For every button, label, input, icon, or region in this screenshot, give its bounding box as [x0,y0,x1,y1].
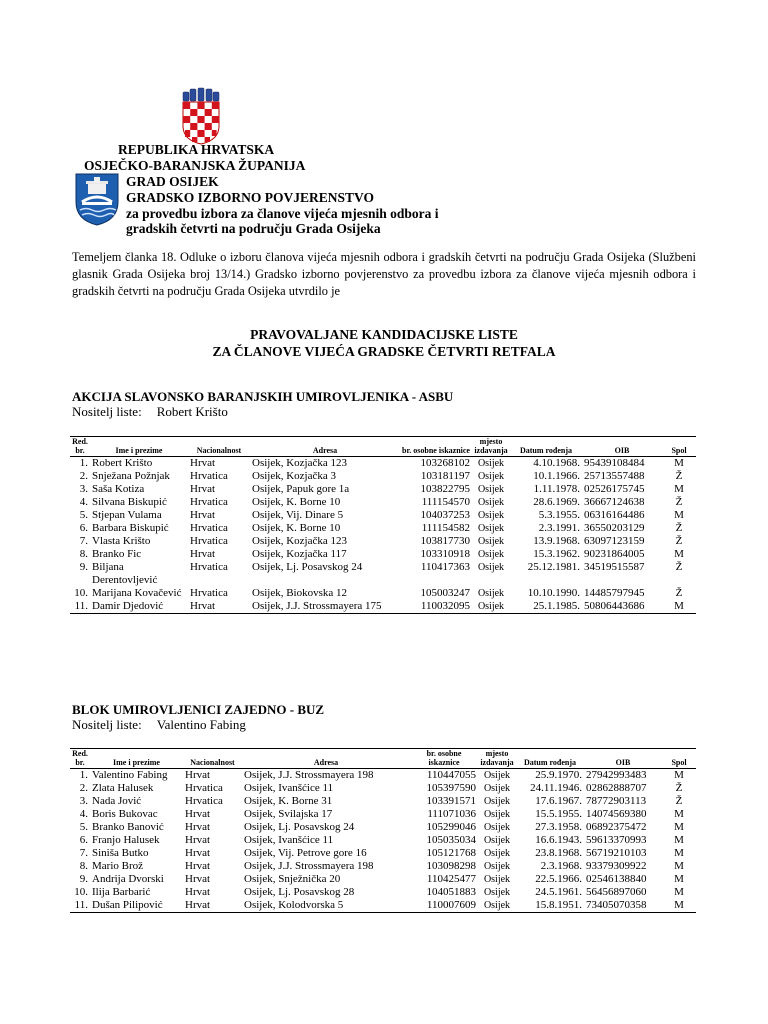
cell-sex: Ž [675,587,683,599]
cell-nat: Hrvat [185,899,211,911]
cell-id: 105035034 [426,834,476,846]
cell-nat: Hrvat [185,808,211,820]
col-name: Ime i prezime [113,758,160,767]
cell-rb: 7. [79,535,88,547]
cell-sex: M [674,873,684,885]
cell-name: Dušan Pilipović [92,899,163,911]
cell-nat: Hrvat [185,769,211,781]
cell-issue: Osijek [483,783,511,794]
table-row [70,457,696,471]
col-sex: Spol [671,758,687,767]
cell-rb: 6. [79,834,88,846]
col-id: br. osobne iskaznice [402,446,470,455]
cell-id: 110417363 [420,561,470,573]
cell-sex: Ž [675,535,683,547]
cell-rb: 9. [79,873,88,885]
cell-name: Damir Djedović [92,600,164,612]
cell-issue: Osijek [483,822,511,833]
cell-issue: Osijek [477,562,505,573]
cell-nat: Hrvat [185,847,211,859]
cell-oib: 27942993483 [586,769,647,781]
cell-rb: 1. [79,457,88,469]
cell-nat: Hrvat [185,873,211,885]
cell-rb: 4. [79,496,88,508]
table-row [70,548,696,561]
table-row [70,483,696,496]
table-row [70,587,696,600]
cell-id: 103098298 [426,860,476,872]
cell-nat: Hrvatica [190,496,228,508]
cell-issue: Osijek [483,809,511,820]
holder-label: Nositelj liste: [72,404,142,419]
table-row [70,834,696,847]
cell-dob: 24.11.1946. [530,782,582,794]
cell-oib: 59613370993 [586,834,647,846]
list-holder-2 [72,717,246,733]
cell-sex: Ž [675,470,683,482]
cell-dob: 22.5.1966. [535,873,582,885]
cell-oib: 56456897060 [586,886,647,898]
cell-addr: Osijek, Lj. Posavskog 24 [244,821,355,833]
cell-rb: 10. [74,587,88,599]
cell-name: Biljana Derentovljević [92,561,158,586]
cell-issue: Osijek [483,835,511,846]
cell-rb: 7. [79,847,88,859]
header-city: GRAD OSIJEK [126,174,219,189]
cell-sex: M [674,548,684,560]
cell-nat: Hrvat [190,548,216,560]
cell-dob: 15.8.1951. [535,899,582,911]
cell-nat: Hrvatica [185,782,223,794]
cell-oib: 73405070358 [586,899,647,911]
cell-dob: 2.3.1968. [540,860,582,872]
cell-rb: 9. [79,561,88,573]
cell-oib: 63097123159 [584,535,645,547]
cell-nat: Hrvatica [190,535,228,547]
cell-name: Andrija Dvorski [92,873,164,885]
cell-issue: Osijek [477,471,505,482]
cell-name: Snježana Požnjak [92,470,170,482]
cell-sex: Ž [675,795,683,807]
table-row [70,860,696,873]
cell-issue: Osijek [477,458,505,469]
cell-issue: Osijek [477,523,505,534]
col-addr: Adresa [312,446,338,455]
cell-id: 103391571 [426,795,476,807]
cell-name: Branko Fic [92,548,142,560]
party-name-2: BLOK UMIROVLJENICI ZAJEDNO - BUZ [72,702,325,717]
cell-id: 103310918 [420,548,470,560]
col-rb: Red. br. [72,749,88,767]
cell-rb: 11. [74,899,88,911]
cell-id: 103817730 [420,535,470,547]
cell-name: Valentino Fabing [92,769,168,781]
cell-sex: M [674,483,684,495]
cell-id: 104037253 [420,509,470,521]
col-addr: Adresa [313,758,339,767]
cell-sex: M [674,834,684,846]
cell-id: 110425477 [426,873,476,885]
cell-nat: Hrvat [185,886,211,898]
cell-name: Saša Kotiza [92,483,145,495]
table-row [70,886,696,899]
cell-addr: Osijek, Kolodvorska 5 [244,899,344,911]
table-row [70,782,696,795]
cell-addr: Osijek, Kozjačka 117 [252,548,347,560]
table-body-1 [70,457,696,614]
table-header-row [70,437,696,457]
col-issue: mjesto izdavanja [474,437,508,455]
cell-addr: Osijek, Ivanšćice 11 [244,834,334,846]
header-commission: GRADSKO IZBORNO POVJERENSTVO [126,190,375,205]
cell-oib: 02862888707 [586,782,647,794]
cell-issue: Osijek [477,549,505,560]
cell-sex: M [674,860,684,872]
cell-oib: 56719210103 [586,847,647,859]
cell-addr: Osijek, Ivanšćice 11 [244,782,334,794]
cell-name: Ilija Barbarić [92,886,151,898]
cell-name: Nada Jović [92,795,142,807]
cell-addr: Osijek, Vij. Dinare 5 [252,509,344,521]
cell-sex: M [674,769,684,781]
table-row [70,769,696,783]
cell-id: 103822795 [420,483,470,495]
cell-dob: 25.12.1981. [527,561,580,573]
cell-sex: M [674,847,684,859]
cell-rb: 2. [79,782,88,794]
cell-rb: 11. [74,600,88,612]
holder-name: Robert Krišto [156,404,228,419]
cell-id: 104051883 [426,886,476,898]
cell-nat: Hrvatica [190,470,228,482]
cell-rb: 8. [79,548,88,560]
cell-nat: Hrvat [185,834,211,846]
cell-dob: 25.1.1985. [533,600,580,612]
cell-sex: Ž [675,782,683,794]
cell-id: 111071036 [427,808,476,820]
table-row [70,535,696,548]
table-row [70,561,696,587]
cell-rb: 10. [74,886,88,898]
cell-nat: Hrvat [190,600,216,612]
cell-addr: Osijek, Lj. Posavskog 24 [252,561,363,573]
header-purpose-line2: gradskih četvrti na području Grada Osijeka [126,221,381,236]
holder-name: Valentino Fabing [156,717,246,732]
cell-oib: 93379309922 [586,860,647,872]
cell-sex: Ž [675,522,683,534]
cell-issue: Osijek [483,848,511,859]
col-name: Ime i prezime [115,446,163,455]
cell-issue: Osijek [483,874,511,885]
cell-dob: 16.6.1943. [535,834,582,846]
cell-sex: M [674,509,684,521]
cell-id: 103181197 [420,470,470,482]
table-row [70,795,696,808]
cell-dob: 15.3.1962. [533,548,580,560]
cell-dob: 13.9.1968. [533,535,580,547]
cell-dob: 25.9.1970. [535,769,582,781]
header-republic: REPUBLIKA HRVATSKA [118,142,275,157]
cell-name: Mario Brož [92,860,144,872]
table-row [70,873,696,886]
cell-dob: 27.3.1958. [535,821,582,833]
cell-dob: 24.5.1961. [535,886,582,898]
cell-oib: 06892375472 [586,821,647,833]
cell-addr: Osijek, J.J. Strossmayera 198 [244,769,374,781]
party-name-1: AKCIJA SLAVONSKO BARANJSKIH UMIROVLJENIKA - ASBU [72,389,454,404]
cell-name: Stjepan Vulama [92,509,162,521]
cell-oib: 36667124638 [584,496,645,508]
cell-name: Barbara Biskupić [92,522,169,534]
cell-oib: 06316164486 [584,509,645,521]
cell-dob: 10.10.1990. [527,587,580,599]
cell-addr: Osijek, Papuk gore 1a [252,483,350,495]
croatia-coat-of-arms [181,86,221,146]
col-oib: OIB [615,758,631,767]
cell-oib: 14485797945 [584,587,645,599]
cell-oib: 78772903113 [586,795,647,807]
table-row [70,847,696,860]
col-sex: Spol [671,446,687,455]
cell-dob: 1.11.1978. [533,483,580,495]
cell-rb: 8. [79,860,88,872]
cell-id: 105299046 [426,821,476,833]
list-holder-1 [72,404,228,420]
header-purpose-line1: za provedbu izbora za članove vijeća mjesnih odbora i [126,206,439,221]
col-oib: OIB [614,446,630,455]
cell-sex: M [674,886,684,898]
cell-name: Zlata Halusek [92,782,154,794]
cell-addr: Osijek, Svilajska 17 [244,808,333,820]
cell-rb: 2. [79,470,88,482]
cell-rb: 3. [79,795,88,807]
cell-dob: 5.3.1955. [538,509,580,521]
cell-id: 105121768 [426,847,476,859]
cell-addr: Osijek, K. Borne 10 [252,496,341,508]
intro-paragraph: Temeljem članka 18. Odluke o izboru članova vijeća mjesnih odbora i gradskih četvrti na području Grada Osijeka (Službeni glasnik Grada Osijeka broj 13/14.) Gradsko izborno povjerenstvo za provedbu izbora za članove vijeća mjesnih odbora i gradskih četvrti na području Grada Osijeka utvrdilo je [72,250,696,298]
cell-addr: Osijek, Lj. Posavskog 28 [244,886,355,898]
cell-issue: Osijek [477,510,505,521]
cell-sex: M [674,457,684,469]
cell-addr: Osijek, Kozjačka 123 [252,535,347,547]
cell-addr: Osijek, K. Borne 10 [252,522,341,534]
cell-nat: Hrvat [185,821,211,833]
cell-oib: 02526175745 [584,483,645,495]
cell-id: 103268102 [420,457,470,469]
table-row [70,522,696,535]
cell-issue: Osijek [477,536,505,547]
cell-dob: 2.3.1991. [538,522,580,534]
cell-id: 105003247 [420,587,470,599]
cell-addr: Osijek, Vij. Petrove gore 16 [244,847,367,859]
cell-oib: 50806443686 [584,600,645,612]
cell-sex: M [674,600,684,612]
cell-issue: Osijek [483,770,511,781]
cell-rb: 5. [79,821,88,833]
table-row [70,821,696,834]
cell-oib: 25713557488 [584,470,645,482]
cell-issue: Osijek [477,601,505,612]
holder-label: Nositelj liste: [72,717,142,732]
cell-oib: 14074569380 [586,808,647,820]
table-body-2 [70,769,696,913]
cell-oib: 95439108484 [584,457,645,469]
col-id: br. osobne iskaznice [426,749,462,767]
cell-oib: 90231864005 [584,548,645,560]
table-row [70,470,696,483]
cell-addr: Osijek, Biokovska 12 [252,587,348,599]
cell-id: 110447055 [426,769,476,781]
cell-id: 105397590 [426,782,476,794]
table-row [70,899,696,913]
cell-nat: Hrvat [190,509,216,521]
cell-addr: Osijek, Snježnička 20 [244,873,341,885]
header-county: OSJEČKO-BARANJSKA ŽUPANIJA [84,158,306,173]
cell-oib: 34519515587 [584,561,645,573]
candidates-table-1 [70,436,696,614]
cell-rb: 1. [79,769,88,781]
col-nat: Nacionalnost [190,758,235,767]
cell-nat: Hrvatica [190,587,228,599]
osijek-coat-of-arms [74,172,120,226]
cell-name: Robert Krišto [92,457,153,469]
cell-name: Silvana Biskupić [92,496,167,508]
page-title-line1: PRAVOVALJANE KANDIDACIJSKE LISTE [250,327,518,342]
cell-dob: 10.1.1966. [533,470,580,482]
cell-name: Vlasta Krišto [92,535,151,547]
cell-name: Franjo Halusek [92,834,160,846]
cell-dob: 17.6.1967. [535,795,582,807]
cell-nat: Hrvatica [190,522,228,534]
cell-name: Marijana Kovačević [92,587,182,599]
cell-issue: Osijek [483,796,511,807]
cell-oib: 02546138840 [586,873,647,885]
cell-issue: Osijek [483,861,511,872]
cell-sex: Ž [675,496,683,508]
table-row [70,496,696,509]
col-nat: Nacionalnost [196,446,242,455]
cell-rb: 5. [79,509,88,521]
cell-id: 110032095 [420,600,470,612]
cell-issue: Osijek [477,497,505,508]
cell-sex: M [674,808,684,820]
cell-addr: Osijek, Kozjačka 123 [252,457,347,469]
cell-issue: Osijek [483,900,511,911]
cell-oib: 36550203129 [584,522,645,534]
col-rb: Red. br. [72,437,88,455]
cell-sex: M [674,899,684,911]
col-issue: mjesto izdavanja [480,749,514,767]
cell-nat: Hrvatica [185,795,223,807]
cell-name: Boris Bukovac [92,808,158,820]
cell-id: 111154582 [421,522,470,534]
cell-dob: 23.8.1968. [535,847,582,859]
cell-dob: 15.5.1955. [535,808,582,820]
cell-nat: Hrvat [190,457,216,469]
cell-rb: 3. [79,483,88,495]
cell-id: 110007609 [426,899,476,911]
table-row [70,509,696,522]
cell-issue: Osijek [477,588,505,599]
page-title-line2: ZA ČLANOVE VIJEĆA GRADSKE ČETVRTI RETFALA [212,344,556,359]
cell-dob: 4.10.1968. [533,457,580,469]
table-row [70,600,696,614]
cell-rb: 4. [79,808,88,820]
cell-sex: M [674,821,684,833]
cell-nat: Hrvat [190,483,216,495]
cell-id: 111154570 [421,496,470,508]
table-header-row [70,749,696,769]
col-dob: Datum rođenja [519,446,573,455]
cell-name: Siniša Butko [92,847,149,859]
cell-sex: Ž [675,561,683,573]
cell-rb: 6. [79,522,88,534]
col-dob: Datum rođenja [523,758,577,767]
cell-addr: Osijek, J.J. Strossmayera 175 [252,600,382,612]
cell-issue: Osijek [483,887,511,898]
cell-addr: Osijek, Kozjačka 3 [252,470,336,482]
cell-addr: Osijek, J.J. Strossmayera 198 [244,860,374,872]
cell-addr: Osijek, K. Borne 31 [244,795,333,807]
cell-name: Branko Banović [92,821,164,833]
cell-issue: Osijek [477,484,505,495]
cell-dob: 28.6.1969. [533,496,580,508]
candidates-table-2 [70,748,696,913]
cell-nat: Hrvatica [190,561,228,573]
table-row [70,808,696,821]
cell-nat: Hrvat [185,860,211,872]
